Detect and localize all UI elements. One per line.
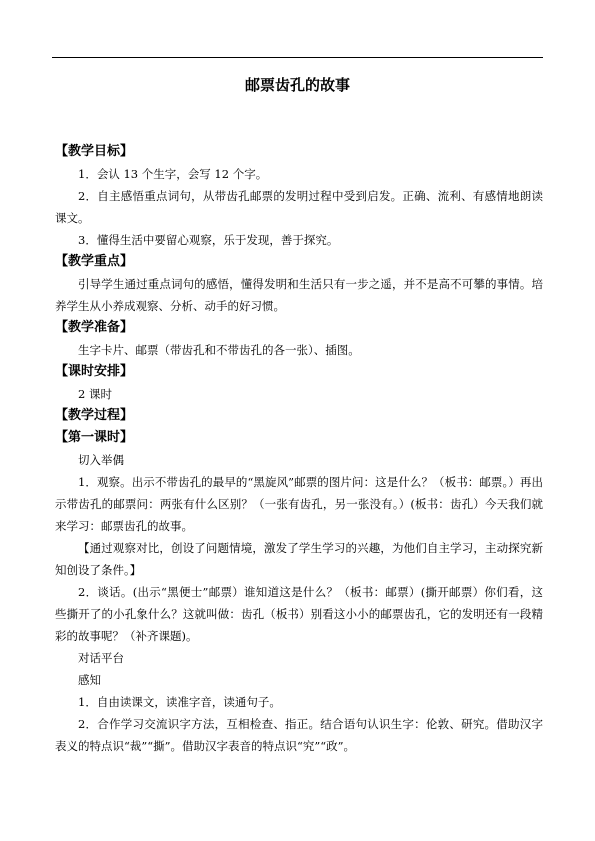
schedule-text: 2 课时	[78, 387, 112, 401]
section-heading-lesson-1: 【第一课时】	[55, 430, 134, 445]
section-heading-goals: 【教学目标】	[55, 144, 134, 159]
lesson-intro-label: 切入举偶	[78, 453, 124, 467]
preparation-text: 生字卡片、邮票（带齿孔和不带齿孔的各一张）、插图。	[78, 343, 360, 357]
section-heading-schedule: 【课时安排】	[55, 364, 134, 379]
read-step: 1．自由读课文，读准字音，读通句子。	[78, 695, 281, 709]
page-title: 邮票齿孔的故事	[244, 76, 350, 94]
key-points-text: 引导学生通过重点词句的感悟，懂得发明和生活只有一步之遥，并不是高不可攀的事情。培养学生从小养成观察、分析、动手的好习惯。	[55, 277, 543, 313]
cooperative-step: 2．合作学习交流识字方法，互相检查、指正。结合语句认识生字：伦敦、研究。借助汉字表义的特点识“裁”“撕”。借助汉字表音的特点识“究”“政”。	[55, 717, 543, 753]
observe-step: 1．观察。出示不带齿孔的最早的“黑旋风”邮票的图片问：这是什么？（板书：邮票。）再出示带齿孔的邮票问：两张有什么区别？（一张有齿孔，另一张没有。）(板书：齿孔）今天我们就来学习：邮票齿孔的故事。	[55, 475, 543, 533]
goal-item-2: 2．自主感悟重点词句，从带齿孔邮票的发明过程中受到启发。正确、流利、有感情地朗读课文。	[55, 189, 543, 225]
perception-label: 感知	[78, 673, 101, 687]
dialogue-platform-label: 对话平台	[78, 651, 124, 665]
header-rule	[52, 57, 543, 58]
document-body	[55, 141, 543, 757]
talk-step: 2．谈话。(出示“黑便士”邮票）谁知道这是什么？（板书：邮票）(撕开邮票）你们看，这些撕开了的小孔象什么？这就叫做：齿孔（板书）别看这小小的邮票齿孔，它的发明还有一段精彩的故事呢？（补齐课题)。	[55, 585, 543, 643]
section-heading-key-points: 【教学重点】	[55, 254, 134, 269]
section-heading-process: 【教学过程】	[55, 408, 134, 423]
goal-item-3: 3．懂得生活中要留心观察，乐于发现，善于探究。	[78, 233, 339, 247]
design-note: 【通过观察对比，创设了问题情境，激发了学生学习的兴趣，为他们自主学习，主动探究新知创设了条件。】	[55, 541, 543, 577]
section-heading-preparation: 【教学准备】	[55, 320, 134, 335]
goal-item-1: 1．会认 13 个生字，会写 12 个字。	[78, 167, 268, 181]
